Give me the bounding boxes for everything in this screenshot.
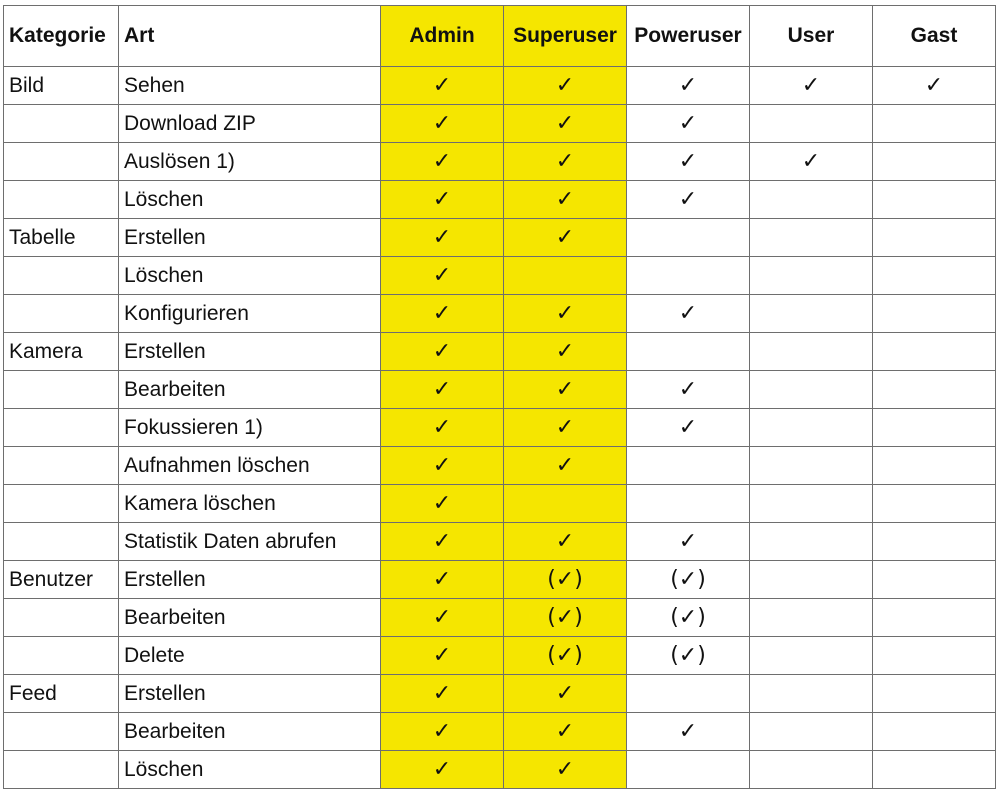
cell-superuser-empty [504, 485, 627, 523]
cell-user-empty [750, 523, 873, 561]
cell-gast-empty [873, 599, 996, 637]
cell-art: Statistik Daten abrufen [119, 523, 381, 561]
header-art: Art [119, 6, 381, 67]
cell-user-empty [750, 105, 873, 143]
cell-admin-check-icon: ✓ [381, 447, 504, 485]
cell-art: Bearbeiten [119, 713, 381, 751]
cell-user-empty [750, 561, 873, 599]
cell-superuser-check-icon: ✓ [504, 713, 627, 751]
cell-admin-check-icon: ✓ [381, 523, 504, 561]
cell-kategorie [4, 485, 119, 523]
cell-superuser-check-icon: ✓ [504, 371, 627, 409]
cell-kategorie [4, 105, 119, 143]
cell-poweruser-empty [627, 333, 750, 371]
cell-poweruser-check-icon: ✓ [627, 409, 750, 447]
cell-user-empty [750, 713, 873, 751]
cell-kategorie [4, 181, 119, 219]
cell-superuser-empty [504, 257, 627, 295]
cell-admin-check-icon: ✓ [381, 257, 504, 295]
cell-superuser-check-icon: ✓ [504, 751, 627, 789]
table-row [4, 751, 996, 789]
cell-poweruser-check-icon: ✓ [627, 371, 750, 409]
cell-user-empty [750, 181, 873, 219]
cell-user-empty [750, 485, 873, 523]
cell-superuser-check-icon: (✓) [504, 599, 627, 637]
cell-admin-check-icon: ✓ [381, 561, 504, 599]
cell-kategorie [4, 751, 119, 789]
cell-admin-check-icon: ✓ [381, 219, 504, 257]
cell-poweruser-check-icon: ✓ [627, 105, 750, 143]
cell-admin-check-icon: ✓ [381, 409, 504, 447]
table-row [4, 295, 996, 333]
cell-gast-empty [873, 105, 996, 143]
cell-art: Fokussieren 1) [119, 409, 381, 447]
cell-admin-check-icon: ✓ [381, 333, 504, 371]
cell-gast-check-icon: ✓ [873, 67, 996, 105]
cell-art: Erstellen [119, 333, 381, 371]
cell-poweruser-check-icon: ✓ [627, 523, 750, 561]
cell-art: Download ZIP [119, 105, 381, 143]
table-row [4, 561, 996, 599]
cell-art: Bearbeiten [119, 371, 381, 409]
cell-superuser-check-icon: ✓ [504, 295, 627, 333]
cell-gast-empty [873, 257, 996, 295]
cell-kategorie [4, 295, 119, 333]
cell-kategorie [4, 713, 119, 751]
cell-user-empty [750, 637, 873, 675]
cell-gast-empty [873, 295, 996, 333]
cell-kategorie [4, 523, 119, 561]
cell-admin-check-icon: ✓ [381, 485, 504, 523]
cell-gast-empty [873, 485, 996, 523]
cell-poweruser-check-icon: (✓) [627, 599, 750, 637]
cell-poweruser-check-icon: ✓ [627, 67, 750, 105]
table-row [4, 143, 996, 181]
cell-kategorie [4, 599, 119, 637]
cell-superuser-check-icon: ✓ [504, 523, 627, 561]
cell-admin-check-icon: ✓ [381, 637, 504, 675]
table-row [4, 637, 996, 675]
cell-poweruser-check-icon: (✓) [627, 637, 750, 675]
cell-gast-empty [873, 143, 996, 181]
cell-user-empty [750, 675, 873, 713]
cell-gast-empty [873, 409, 996, 447]
cell-poweruser-check-icon: ✓ [627, 295, 750, 333]
cell-admin-check-icon: ✓ [381, 675, 504, 713]
cell-poweruser-empty [627, 485, 750, 523]
cell-poweruser-empty [627, 219, 750, 257]
cell-gast-empty [873, 637, 996, 675]
cell-poweruser-empty [627, 675, 750, 713]
cell-admin-check-icon: ✓ [381, 713, 504, 751]
cell-superuser-check-icon: ✓ [504, 143, 627, 181]
cell-art: Erstellen [119, 219, 381, 257]
cell-poweruser-empty [627, 447, 750, 485]
cell-gast-empty [873, 181, 996, 219]
cell-superuser-check-icon: ✓ [504, 219, 627, 257]
header-row [4, 6, 996, 67]
cell-admin-check-icon: ✓ [381, 371, 504, 409]
table-row [4, 67, 996, 105]
cell-gast-empty [873, 675, 996, 713]
cell-kategorie: Bild [4, 67, 119, 105]
cell-user-empty [750, 219, 873, 257]
cell-art: Löschen [119, 257, 381, 295]
cell-user-check-icon: ✓ [750, 67, 873, 105]
cell-art: Auslösen 1) [119, 143, 381, 181]
cell-poweruser-check-icon: (✓) [627, 561, 750, 599]
cell-superuser-check-icon: ✓ [504, 105, 627, 143]
table-row [4, 599, 996, 637]
table-row [4, 675, 996, 713]
cell-admin-check-icon: ✓ [381, 295, 504, 333]
cell-user-empty [750, 599, 873, 637]
cell-superuser-check-icon: ✓ [504, 67, 627, 105]
cell-gast-empty [873, 713, 996, 751]
cell-superuser-check-icon: ✓ [504, 333, 627, 371]
cell-user-empty [750, 371, 873, 409]
cell-user-empty [750, 333, 873, 371]
cell-user-empty [750, 447, 873, 485]
cell-superuser-check-icon: ✓ [504, 181, 627, 219]
cell-superuser-check-icon: ✓ [504, 447, 627, 485]
permissions-table [3, 5, 996, 789]
cell-user-empty [750, 257, 873, 295]
table-row [4, 371, 996, 409]
cell-superuser-check-icon: (✓) [504, 637, 627, 675]
table-row [4, 447, 996, 485]
cell-admin-check-icon: ✓ [381, 751, 504, 789]
table-row [4, 219, 996, 257]
header-user: User [750, 6, 873, 67]
cell-user-empty [750, 295, 873, 333]
cell-art: Erstellen [119, 561, 381, 599]
cell-kategorie [4, 371, 119, 409]
header-kategorie: Kategorie [4, 6, 119, 67]
cell-art: Konfigurieren [119, 295, 381, 333]
cell-poweruser-check-icon: ✓ [627, 713, 750, 751]
cell-superuser-check-icon: ✓ [504, 409, 627, 447]
cell-kategorie [4, 447, 119, 485]
cell-admin-check-icon: ✓ [381, 67, 504, 105]
table-row [4, 105, 996, 143]
cell-user-empty [750, 751, 873, 789]
cell-poweruser-empty [627, 751, 750, 789]
cell-user-empty [750, 409, 873, 447]
header-poweruser: Poweruser [627, 6, 750, 67]
cell-kategorie [4, 257, 119, 295]
cell-poweruser-empty [627, 257, 750, 295]
cell-art: Delete [119, 637, 381, 675]
cell-gast-empty [873, 371, 996, 409]
cell-superuser-check-icon: (✓) [504, 561, 627, 599]
cell-admin-check-icon: ✓ [381, 599, 504, 637]
cell-gast-empty [873, 751, 996, 789]
header-admin: Admin [381, 6, 504, 67]
table-row [4, 409, 996, 447]
cell-art: Löschen [119, 751, 381, 789]
header-gast: Gast [873, 6, 996, 67]
cell-kategorie: Kamera [4, 333, 119, 371]
cell-kategorie [4, 143, 119, 181]
cell-art: Erstellen [119, 675, 381, 713]
table-row [4, 523, 996, 561]
cell-kategorie: Benutzer [4, 561, 119, 599]
cell-admin-check-icon: ✓ [381, 181, 504, 219]
cell-admin-check-icon: ✓ [381, 143, 504, 181]
cell-art: Aufnahmen löschen [119, 447, 381, 485]
cell-kategorie [4, 409, 119, 447]
cell-poweruser-check-icon: ✓ [627, 181, 750, 219]
cell-kategorie: Tabelle [4, 219, 119, 257]
table-body [4, 67, 996, 789]
table-row [4, 181, 996, 219]
table-row [4, 257, 996, 295]
cell-user-check-icon: ✓ [750, 143, 873, 181]
cell-kategorie: Feed [4, 675, 119, 713]
cell-gast-empty [873, 523, 996, 561]
header-superuser: Superuser [504, 6, 627, 67]
cell-art: Bearbeiten [119, 599, 381, 637]
cell-kategorie [4, 637, 119, 675]
cell-gast-empty [873, 447, 996, 485]
cell-art: Kamera löschen [119, 485, 381, 523]
table-row [4, 713, 996, 751]
cell-art: Löschen [119, 181, 381, 219]
cell-gast-empty [873, 219, 996, 257]
cell-art: Sehen [119, 67, 381, 105]
table-row [4, 333, 996, 371]
cell-gast-empty [873, 333, 996, 371]
cell-poweruser-check-icon: ✓ [627, 143, 750, 181]
cell-gast-empty [873, 561, 996, 599]
cell-admin-check-icon: ✓ [381, 105, 504, 143]
cell-superuser-check-icon: ✓ [504, 675, 627, 713]
table-row [4, 485, 996, 523]
